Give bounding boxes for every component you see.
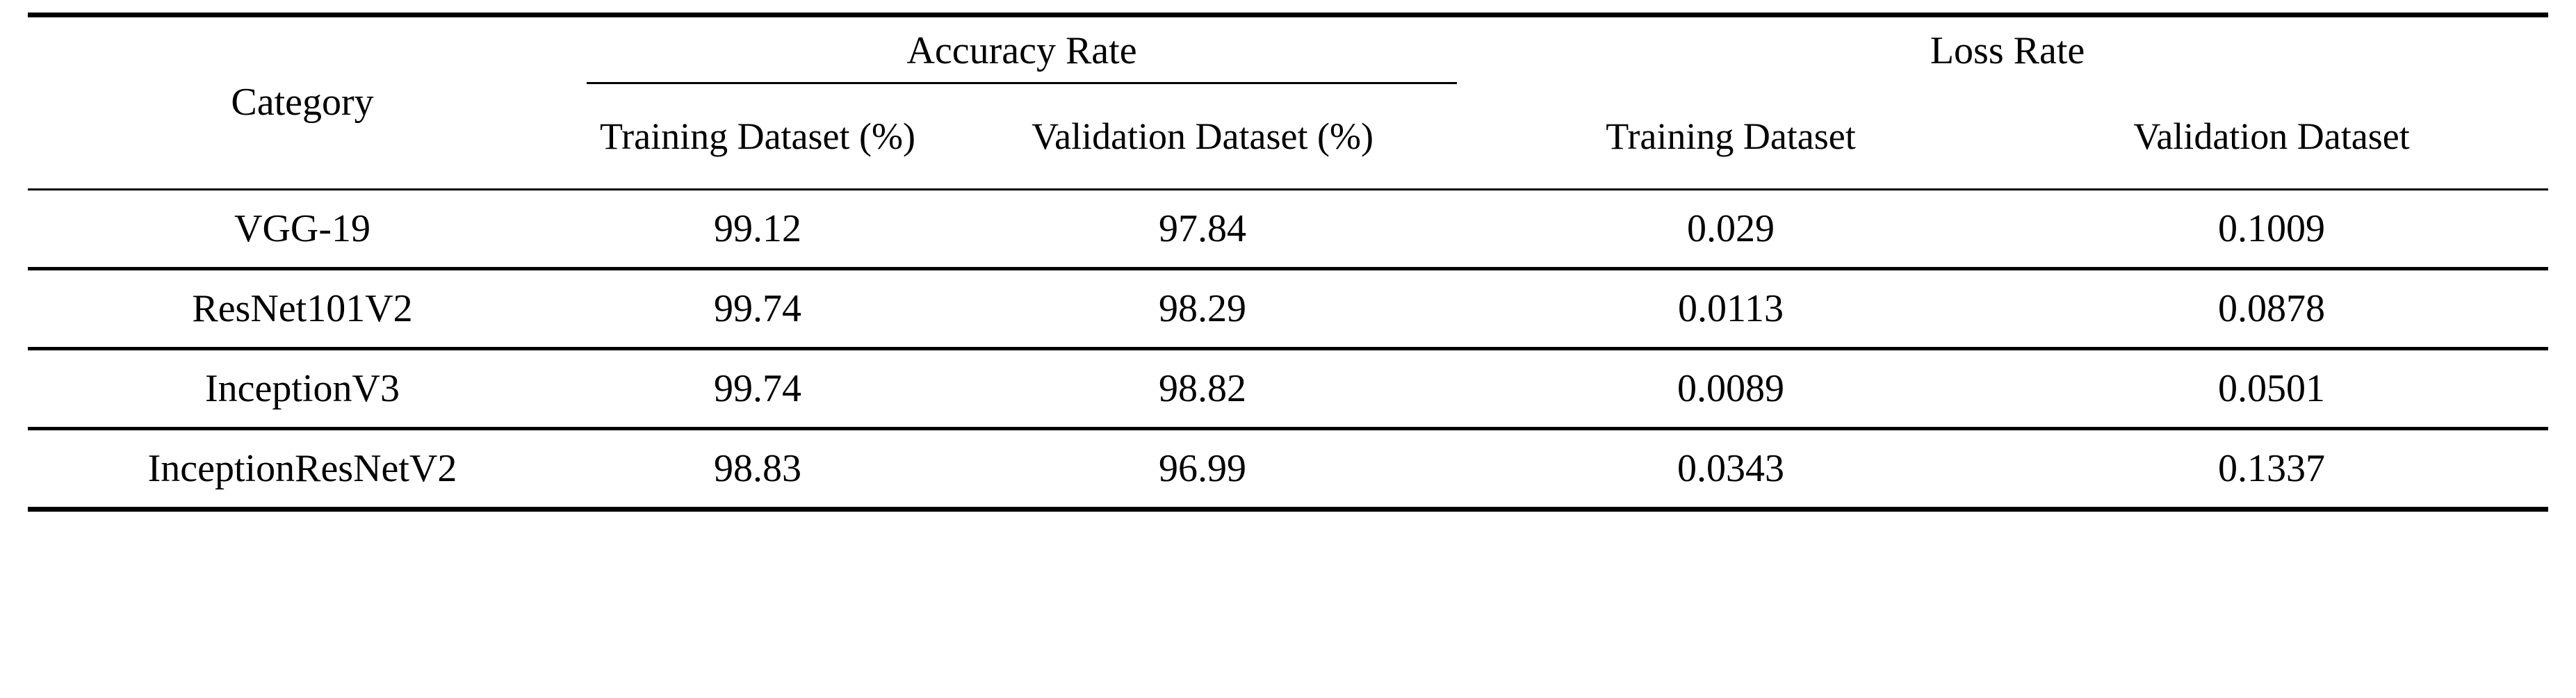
cell-accuracy-validation: 98.29: [938, 269, 1467, 349]
table-row: [28, 429, 2548, 510]
header-accuracy-training-dataset: Training Dataset (%): [600, 115, 915, 157]
cell-loss-validation: 0.1337: [1995, 429, 2548, 510]
results-table: [28, 13, 2548, 512]
cell-accuracy-training: 99.74: [577, 269, 938, 349]
cell-accuracy-training: 99.12: [577, 190, 938, 269]
header-loss-training-dataset: Training Dataset: [1606, 115, 1856, 157]
table-row: [28, 269, 2548, 349]
cell-category: InceptionV3: [28, 349, 577, 429]
header-accuracy-rate: Accuracy Rate: [577, 15, 1467, 85]
header-category: Category: [28, 15, 577, 190]
cell-accuracy-validation: 97.84: [938, 190, 1467, 269]
cell-loss-validation: 0.1009: [1995, 190, 2548, 269]
cell-accuracy-training: 99.74: [577, 349, 938, 429]
cell-loss-validation: 0.0878: [1995, 269, 2548, 349]
table-row: [28, 190, 2548, 269]
table-row: [28, 349, 2548, 429]
header-loss-validation-dataset: Validation Dataset: [2133, 115, 2410, 157]
cell-loss-training: 0.029: [1467, 190, 1995, 269]
header-accuracy-validation-dataset: Validation Dataset (%): [1032, 115, 1373, 157]
cell-loss-training: 0.0113: [1467, 269, 1995, 349]
cell-accuracy-validation: 98.82: [938, 349, 1467, 429]
cell-category: ResNet101V2: [28, 269, 577, 349]
document-page: [0, 13, 2576, 698]
header-group-row: [28, 15, 2548, 85]
header-loss-rate: Loss Rate: [1467, 15, 2548, 85]
table-header: [28, 15, 2548, 190]
cell-loss-training: 0.0089: [1467, 349, 1995, 429]
cell-category: VGG-19: [28, 190, 577, 269]
cell-loss-training: 0.0343: [1467, 429, 1995, 510]
cell-accuracy-training: 98.83: [577, 429, 938, 510]
cell-category: InceptionResNetV2: [28, 429, 577, 510]
cell-loss-validation: 0.0501: [1995, 349, 2548, 429]
cell-accuracy-validation: 96.99: [938, 429, 1467, 510]
table-body: [28, 190, 2548, 510]
